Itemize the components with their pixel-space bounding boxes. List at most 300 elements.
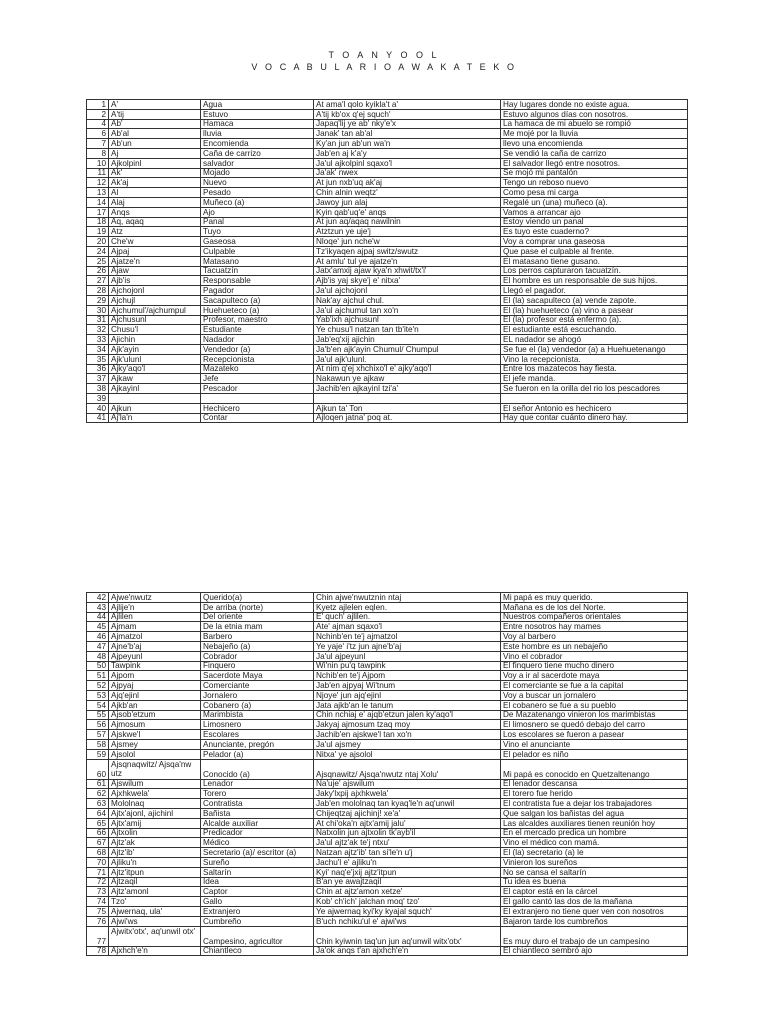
table-row [87,276,688,286]
spanish-example-cell: El contratista fue a dejar los trabajadores [501,799,688,809]
spanish-translation-cell: Predicador [201,828,314,838]
row-number-cell: 17 [87,207,109,217]
spanish-example-cell: Las alcaldes auxiliares tienen reunión hoy [501,818,688,828]
awakateko-word-cell: Anqs [109,207,201,217]
awakateko-word-cell: Ajpaj [109,246,201,256]
awakateko-example-cell: Ja'ul ajtz'ak te'j ntxu' [314,838,501,848]
vocabulary-table-1 [86,99,688,423]
spanish-example-cell: Hay que contar cuánto dinero hay. [501,413,688,423]
awakateko-example-cell: Ajkun ta' Ton [314,403,501,413]
spanish-translation-cell: Sacerdote Maya [201,671,314,681]
awakateko-example-cell: Nchinb'en te'j ajmatzol [314,632,501,642]
row-number-cell: 54 [87,700,109,710]
row-number-cell: 61 [87,779,109,789]
table-row [87,237,688,247]
table-row [87,799,688,809]
awakateko-word-cell: Ajk'ayin [109,344,201,354]
awakateko-example-cell: Ajsqnawitz/ Ajsqa'nwutz ntaj Xolu' [314,759,501,779]
table-row [87,119,688,129]
table-row [87,906,688,916]
table-row [87,207,688,217]
table-row [87,700,688,710]
awakateko-word-cell: Ajkun [109,403,201,413]
table-row [87,354,688,364]
awakateko-word-cell: Ajmosum [109,720,201,730]
awakateko-example-cell: Chin alnin weqtz' [314,188,501,198]
awakateko-word-cell: Ajmam [109,622,201,632]
row-number-cell: 40 [87,403,109,413]
spanish-translation-cell: Cumbreño [201,916,314,926]
table-row [87,374,688,384]
table-row [87,749,688,759]
spanish-example-cell: Se mojó mi pantalón [501,168,688,178]
awakateko-word-cell: Mololnaq [109,799,201,809]
row-number-cell: 30 [87,305,109,315]
spanish-translation-cell: Saltarín [201,867,314,877]
awakateko-word-cell: Ab' [109,119,201,129]
table-row [87,325,688,335]
awakateko-example-cell: Ky'an jun ab'un wa'n [314,139,501,149]
spanish-translation-cell: Estudiante [201,325,314,335]
table-row [87,857,688,867]
row-number-cell: 28 [87,286,109,296]
table-row [87,593,688,603]
row-number-cell: 50 [87,661,109,671]
row-number-cell: 43 [87,602,109,612]
awakateko-word-cell: Ajtxolin [109,828,201,838]
table-row [87,403,688,413]
row-number-cell: 35 [87,354,109,364]
table-row [87,217,688,227]
row-number-cell: 41 [87,413,109,423]
awakateko-example-cell: Kyi' naq'e'jxij ajtz'itpun [314,867,501,877]
awakateko-example-cell: Chijeqtzaj ajichinj! xe'a' [314,808,501,818]
awakateko-word-cell: Ajkb'an [109,700,201,710]
awakateko-word-cell: Ajichin [109,335,201,345]
table-row [87,602,688,612]
awakateko-word-cell: Aj'la'n [109,413,201,423]
spanish-example-cell: Se vendió la caña de carrizo [501,148,688,158]
spanish-translation-cell: lluvia [201,129,314,139]
row-number-cell: 11 [87,168,109,178]
spanish-example-cell: El finquero tiene mucho dinero [501,661,688,671]
table-row [87,100,688,110]
row-number-cell: 18 [87,217,109,227]
awakateko-example-cell: Tz'ikyaqen ajpaj switz/swutz [314,246,501,256]
row-number-cell: 32 [87,325,109,335]
row-number-cell: 31 [87,315,109,325]
spanish-translation-cell: Limosnero [201,720,314,730]
spanish-example-cell: Voy a comprar una gaseosa [501,237,688,247]
spanish-example-cell: Vino el anunciante [501,739,688,749]
awakateko-example-cell: Ye chusu'l natzan tan tb'ite'n [314,325,501,335]
table-row [87,671,688,681]
awakateko-example-cell: B'an ye awajtzaqil [314,877,501,887]
spanish-example-cell: Vamos a arrancar ajo [501,207,688,217]
spanish-translation-cell: Captor [201,887,314,897]
awakateko-example-cell: Jab'en mololnaq tan kyaq'le'n aq'unwil [314,799,501,809]
table-row [87,641,688,651]
awakateko-word-cell: A' [109,100,201,110]
row-number-cell: 63 [87,799,109,809]
spanish-translation-cell: Extranjero [201,906,314,916]
spanish-translation-cell: Nuevo [201,178,314,188]
spanish-example-cell: llevo una encomienda [501,139,688,149]
spanish-translation-cell: Panal [201,217,314,227]
spanish-example-cell: El salvador llegó entre nosotros. [501,158,688,168]
spanish-example-cell: Los perros capturaron tacuatzín. [501,266,688,276]
row-number-cell: 10 [87,158,109,168]
awakateko-example-cell: B'uch nchiku'ul e' ajwi'ws [314,916,501,926]
spanish-example-cell: Entre los mazatecos hay fiesta. [501,364,688,374]
table-row [87,148,688,158]
spanish-translation-cell: Bañista [201,808,314,818]
spanish-example-cell: El torero fue herido [501,789,688,799]
spanish-example-cell: Estuvo algunos días con nosotros. [501,109,688,119]
table-row [87,344,688,354]
row-number-cell: 77 [87,926,109,946]
spanish-translation-cell: Vendedor (a) [201,344,314,354]
awakateko-example-cell: Ja'ul ajkolpinl sqaxo'l [314,158,501,168]
spanish-translation-cell: Campesino, agricultor [201,926,314,946]
spanish-translation-cell: Ajo [201,207,314,217]
awakateko-example-cell: Jata ajkb'an le tanum [314,700,501,710]
table-row [87,779,688,789]
spanish-translation-cell: Cobrador [201,651,314,661]
table-row [87,295,688,305]
table-row [87,384,688,394]
table-row [87,227,688,237]
awakateko-word-cell: Ab'un [109,139,201,149]
awakateko-example-cell: Chin ajwe'nwutznin ntaj [314,593,501,603]
spanish-example-cell: Tengo un reboso nuevo [501,178,688,188]
awakateko-example-cell: Jab'en ajpyaj Wi'tnum [314,681,501,691]
spanish-translation-cell: De arriba (norte) [201,602,314,612]
spanish-translation-cell: Sacapulteco (a) [201,295,314,305]
awakateko-example-cell: Kyin qab'uq'e' anqs [314,207,501,217]
spanish-translation-cell: Tuyo [201,227,314,237]
spanish-translation-cell: Nebajeño (a) [201,641,314,651]
awakateko-example-cell: Ja'ul ajchojonl [314,286,501,296]
row-number-cell: 42 [87,593,109,603]
awakateko-word-cell: Ajtzaqil [109,877,201,887]
row-number-cell: 46 [87,632,109,642]
row-number-cell: 4 [87,119,109,129]
spanish-translation-cell: Agua [201,100,314,110]
spanish-translation-cell: Secretario (a)/ escritor (a) [201,848,314,858]
table-row [87,838,688,848]
spanish-example-cell: El cobanero se fue a su pueblo [501,700,688,710]
spanish-example-cell: Este hombre es un nebajeño [501,641,688,651]
spanish-translation-cell: Gaseosa [201,237,314,247]
awakateko-example-cell: Nak'ay ajchul chul. [314,295,501,305]
awakateko-example-cell: Jab'eq'xij ajichin [314,335,501,345]
spanish-translation-cell: Mazateko [201,364,314,374]
table-row [87,612,688,622]
awakateko-word-cell: Ajq'ejinl [109,690,201,700]
awakateko-word-cell: Ajchojonl [109,286,201,296]
spanish-example-cell: El jefe manda. [501,374,688,384]
table-row [87,681,688,691]
spanish-translation-cell: salvador [201,158,314,168]
spanish-example-cell: El (la) secretario (a) le [501,848,688,858]
awakateko-example-cell: Nloqe' jun nche'w [314,237,501,247]
spanish-translation-cell: Pelador (a) [201,749,314,759]
table-row [87,178,688,188]
spanish-translation-cell: Finquero [201,661,314,671]
table-row [87,808,688,818]
awakateko-example-cell: Njoye' jun ajq'ejinl [314,690,501,700]
row-number-cell: 14 [87,197,109,207]
spanish-example-cell: El extranjero no tiene quer ven con nosotros [501,906,688,916]
row-number-cell: 47 [87,641,109,651]
awakateko-word-cell: Ajliku'n [109,857,201,867]
awakateko-word-cell: Ajsob'etzum [109,710,201,720]
awakateko-example-cell [314,393,501,403]
table-row [87,690,688,700]
awakateko-word-cell: Ajskwe'l [109,730,201,740]
table-row [87,315,688,325]
awakateko-word-cell: Ajmatzol [109,632,201,642]
awakateko-word-cell: Ajwi'ws [109,916,201,926]
spanish-translation-cell [201,393,314,403]
spanish-example-cell: El estudiante está escuchando. [501,325,688,335]
row-number-cell: 64 [87,808,109,818]
awakateko-word-cell: Ajtz'amonl [109,887,201,897]
row-number-cell: 74 [87,897,109,907]
awakateko-example-cell: Kyetz ajlelen eqlen. [314,602,501,612]
row-number-cell: 33 [87,335,109,345]
awakateko-example-cell: Natxolin jun ajtxolin tk'ayb'il [314,828,501,838]
spanish-translation-cell: Chiantleco [201,946,314,956]
table-row [87,413,688,423]
awakateko-example-cell: A'tij kb'ox q'ej squch' [314,109,501,119]
row-number-cell: 7 [87,139,109,149]
row-number-cell: 68 [87,848,109,858]
spanish-example-cell: Mi papá es muy querido. [501,593,688,603]
spanish-translation-cell: Hamaca [201,119,314,129]
spanish-translation-cell: Barbero [201,632,314,642]
table-row [87,197,688,207]
spanish-example-cell: El comerciante se fue a la capital [501,681,688,691]
awakateko-example-cell: Jachu'l e' ajliku'n [314,857,501,867]
row-number-cell: 26 [87,266,109,276]
awakateko-word-cell: Ajk'ulunl [109,354,201,364]
awakateko-word-cell: Tzo' [109,897,201,907]
awakateko-example-cell: Ate' ajman sqaxo'l [314,622,501,632]
spanish-translation-cell: Comerciante [201,681,314,691]
table-row [87,789,688,799]
spanish-translation-cell: Torero [201,789,314,799]
awakateko-word-cell: Ak'aj [109,178,201,188]
row-number-cell: 55 [87,710,109,720]
awakateko-example-cell: Ye yaje' i'tz jun ajne'b'aj [314,641,501,651]
awakateko-word-cell: Ajlije'n [109,602,201,612]
spanish-translation-cell: Culpable [201,246,314,256]
awakateko-word-cell: Ak' [109,168,201,178]
spanish-example-cell: Nuestros compañeros orientales [501,612,688,622]
awakateko-word-cell: Aq, aqaq [109,217,201,227]
spanish-example-cell: El (la) huehueteco (a) vino a pasear [501,305,688,315]
row-number-cell: 57 [87,730,109,740]
spanish-translation-cell: Caña de carrizo [201,148,314,158]
row-number-cell: 73 [87,887,109,897]
spanish-translation-cell: Pesado [201,188,314,198]
table-row [87,651,688,661]
row-number-cell: 48 [87,651,109,661]
spanish-example-cell: Regalé un (una) muñeco (a). [501,197,688,207]
row-number-cell: 8 [87,148,109,158]
row-number-cell: 2 [87,109,109,119]
row-number-cell: 71 [87,867,109,877]
spanish-translation-cell: Jornalero [201,690,314,700]
spanish-example-cell: Voy a ir al sacerdote maya [501,671,688,681]
spanish-translation-cell: Mojado [201,168,314,178]
spanish-translation-cell: Pagador [201,286,314,296]
spanish-translation-cell: Querido(a) [201,593,314,603]
awakateko-word-cell: Ajxhch'e'n [109,946,201,956]
awakateko-example-cell: Japaq'lij ye ab' nky'e'x [314,119,501,129]
awakateko-example-cell: Kob' ch'ich' jalchan moq' tzo' [314,897,501,907]
awakateko-example-cell: Ja'ul ajpeyunl [314,651,501,661]
spanish-example-cell: Que pase el culpable al frente. [501,246,688,256]
spanish-example-cell: El (la) profesor está enfermo (a). [501,315,688,325]
table-row [87,828,688,838]
awakateko-word-cell: Atz [109,227,201,237]
table-row [87,759,688,779]
awakateko-example-cell: Ja'ak' nwex [314,168,501,178]
awakateko-word-cell: Chusu'l [109,325,201,335]
row-number-cell: 6 [87,129,109,139]
spanish-translation-cell: Gallo [201,897,314,907]
awakateko-word-cell: Ajswilum [109,779,201,789]
awakateko-word-cell: Ajsqnaqwitz/ Ajsqa'nw utz [109,759,201,779]
spanish-example-cell: No se cansa el saltarín [501,867,688,877]
document-title: T O A N Y O O L [328,50,440,60]
table-row [87,139,688,149]
table-row [87,710,688,720]
table-row [87,393,688,403]
row-number-cell: 44 [87,612,109,622]
row-number-cell: 38 [87,384,109,394]
table-row [87,168,688,178]
spanish-example-cell: El limosnero se quedó debajo del carro [501,720,688,730]
awakateko-word-cell: Ab'al [109,129,201,139]
awakateko-example-cell: Jatx'amxij ajaw kya'n xhwit/tx'i' [314,266,501,276]
row-number-cell: 24 [87,246,109,256]
table-row [87,720,688,730]
spanish-translation-cell: Tacuatzín [201,266,314,276]
awakateko-example-cell: Ja'b'en ajk'ayin Chumul/ Chumpul [314,344,501,354]
spanish-example-cell: Tu idea es buena [501,877,688,887]
row-number-cell: 20 [87,237,109,247]
awakateko-word-cell: Ajatze'n [109,256,201,266]
table-row [87,848,688,858]
table-row [87,946,688,956]
awakateko-example-cell: Chin kyiwnin taq'un jun aq'unwil witx'otx' [314,926,501,946]
awakateko-word-cell: Ajxhkwela' [109,789,201,799]
awakateko-example-cell: Jachib'en ajkayinl tzi'a' [314,384,501,394]
spanish-translation-cell: Escolares [201,730,314,740]
spanish-translation-cell: Sureño [201,857,314,867]
spanish-example-cell: Estoy viendo un panal [501,217,688,227]
spanish-example-cell: Llegó el pagador. [501,286,688,296]
row-number-cell: 37 [87,374,109,384]
spanish-translation-cell: Del oriente [201,612,314,622]
spanish-example-cell: Vinieron los sureños [501,857,688,867]
row-number-cell: 56 [87,720,109,730]
awakateko-word-cell: Aj [109,148,201,158]
spanish-translation-cell: Estuvo [201,109,314,119]
row-number-cell: 19 [87,227,109,237]
awakateko-word-cell: Ajpeyunl [109,651,201,661]
awakateko-word-cell: Ajsolol [109,749,201,759]
spanish-example-cell: De Mazatenango vinieron los marimbistas [501,710,688,720]
awakateko-word-cell: Ajchumul'/ajchumpul [109,305,201,315]
spanish-example-cell: Los escolares se fueron a pasear [501,730,688,740]
awakateko-word-cell: Ajwernaq, ula' [109,906,201,916]
table-row [87,266,688,276]
awakateko-example-cell: At nim q'ej xhchixo'l e' ajky'aqo'l [314,364,501,374]
awakateko-example-cell: Ajloqen jatna' poq at. [314,413,501,423]
spanish-translation-cell: Anunciante, pregón [201,739,314,749]
row-number-cell: 52 [87,681,109,691]
spanish-translation-cell: Contar [201,413,314,423]
awakateko-word-cell: Ajchusunl [109,315,201,325]
spanish-example-cell: Mi papá es conocido en Quetzaltenango [501,759,688,779]
awakateko-example-cell: At ama'l qolo kyikla't a' [314,100,501,110]
table-row [87,286,688,296]
table-row [87,877,688,887]
table-row [87,158,688,168]
row-number-cell: 75 [87,906,109,916]
spanish-translation-cell: Contratista [201,799,314,809]
table-row [87,818,688,828]
awakateko-word-cell: Ajwe'nwutz [109,593,201,603]
table-row [87,256,688,266]
awakateko-example-cell: Jab'en aj k'a'y [314,148,501,158]
row-number-cell: 76 [87,916,109,926]
spanish-translation-cell: Nadador [201,335,314,345]
spanish-translation-cell: Médico [201,838,314,848]
awakateko-example-cell: Jakyaj ajmosum tzaq moy [314,720,501,730]
spanish-translation-cell: Huehueteco (a) [201,305,314,315]
awakateko-example-cell: At chi'oka'n ajtx'amij jalu' [314,818,501,828]
row-number-cell: 39 [87,393,109,403]
spanish-translation-cell: Encomienda [201,139,314,149]
row-number-cell: 13 [87,188,109,198]
spanish-translation-cell: Marimbista [201,710,314,720]
spanish-example-cell: Vino la recepcionista. [501,354,688,364]
spanish-example-cell: El hombre es un responsable de sus hijos. [501,276,688,286]
awakateko-example-cell: Ja'ul ajchumul tan xo'n [314,305,501,315]
spanish-translation-cell: Conocido (a) [201,759,314,779]
awakateko-example-cell: Ajb'is yaj skye'j e' nitxa' [314,276,501,286]
spanish-example-cell: El señor Antonio es hechicero [501,403,688,413]
row-number-cell: 29 [87,295,109,305]
awakateko-example-cell: Ja'ok anqs t'an ajxhch'e'n [314,946,501,956]
table-row [87,897,688,907]
awakateko-example-cell: Nitxa' ye ajsolol [314,749,501,759]
vocabulary-table-2 [86,592,688,956]
row-number-cell: 70 [87,857,109,867]
awakateko-example-cell: Yab'ixh ajchusunl [314,315,501,325]
row-number-cell: 65 [87,818,109,828]
awakateko-example-cell: Jawoy jun alaj [314,197,501,207]
spanish-translation-cell: Alcalde auxiliar [201,818,314,828]
spanish-example-cell: Que salgan los bañistas del agua [501,808,688,818]
spanish-example-cell: Me mojé por la lluvia [501,129,688,139]
